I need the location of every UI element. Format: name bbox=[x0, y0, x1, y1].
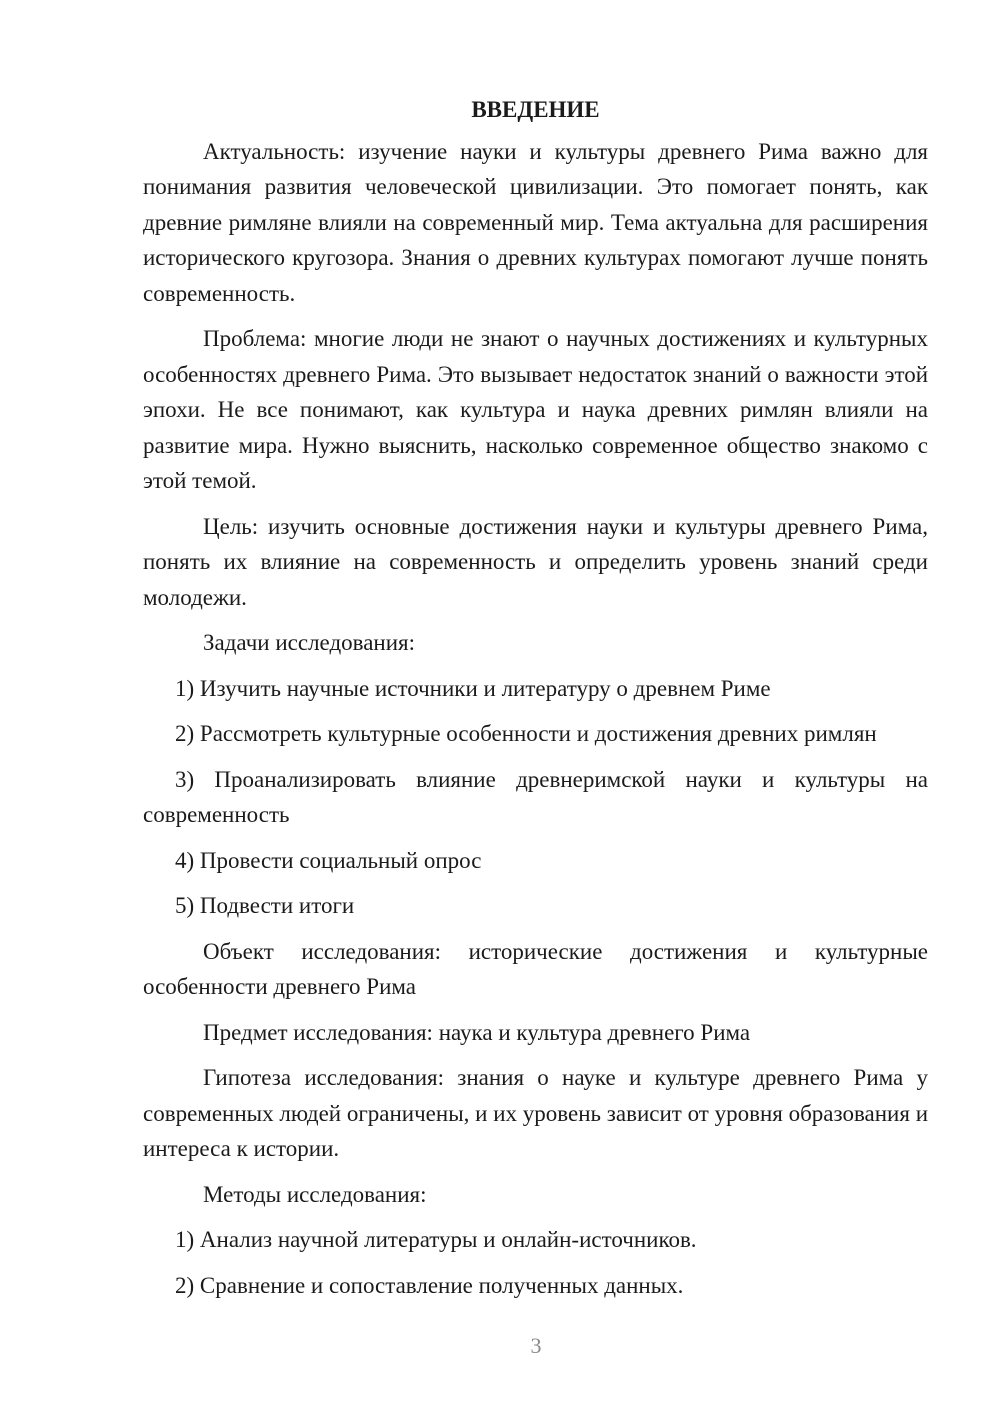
subject-paragraph: Предмет исследования: наука и культура древнего Рима bbox=[203, 1019, 751, 1045]
object-paragraph: Объект исследования: исторические достижения и культурные особенности древнего Рима bbox=[143, 938, 928, 999]
relevance-paragraph: Актуальность: изучение науки и культуры древнего Рима важно для понимания развития человеческой цивилизации. Это помогает понять, как древние римляне влияли на современный мир. Тема актуальна для расширения исторического кругозора. Знания о древних культурах помогают лучше понять современность. bbox=[143, 138, 928, 306]
task-item: 2) Рассмотреть культурные особенности и достижения древних римлян bbox=[175, 721, 877, 746]
goal-paragraph: Цель: изучить основные достижения науки и культуры древнего Рима, понять их влияние на современность и определить уровень знаний среди молодежи. bbox=[143, 513, 928, 610]
hypothesis-paragraph: Гипотеза исследования: знания о науке и культуре древнего Рима у современных людей ограничены, и их уровень зависит от уровня образования и интереса к истории. bbox=[143, 1065, 928, 1161]
task-item: 5) Подвести итоги bbox=[175, 893, 355, 918]
tasks-heading: Задачи исследования: bbox=[203, 630, 416, 655]
task-item: 1) Изучить научные источники и литературу о древнем Риме bbox=[175, 675, 771, 701]
method-item: 2) Сравнение и сопоставление полученных данных. bbox=[175, 1272, 684, 1298]
method-item: 1) Анализ научной литературы и онлайн-источников. bbox=[175, 1227, 697, 1252]
task-item: 3) Проанализировать влияние древнеримской науки и культуры на современность bbox=[143, 766, 928, 827]
page-number: 3 bbox=[530, 1333, 542, 1358]
task-item: 4) Провести социальный опрос bbox=[175, 847, 482, 873]
methods-heading: Методы исследования: bbox=[203, 1181, 427, 1207]
problem-paragraph: Проблема: многие люди не знают о научных достижениях и культурных особенностях древнего Рима. Это вызывает недостаток знаний о важности этой эпохи. Не все понимают, как культура и наука древних римлян влияли на развитие мира. Нужно выяснить, насколько современное общество знакомо с этой темой. bbox=[143, 326, 928, 493]
section-title: ВВЕДЕНИЕ bbox=[471, 97, 600, 122]
document-body bbox=[143, 92, 928, 1313]
